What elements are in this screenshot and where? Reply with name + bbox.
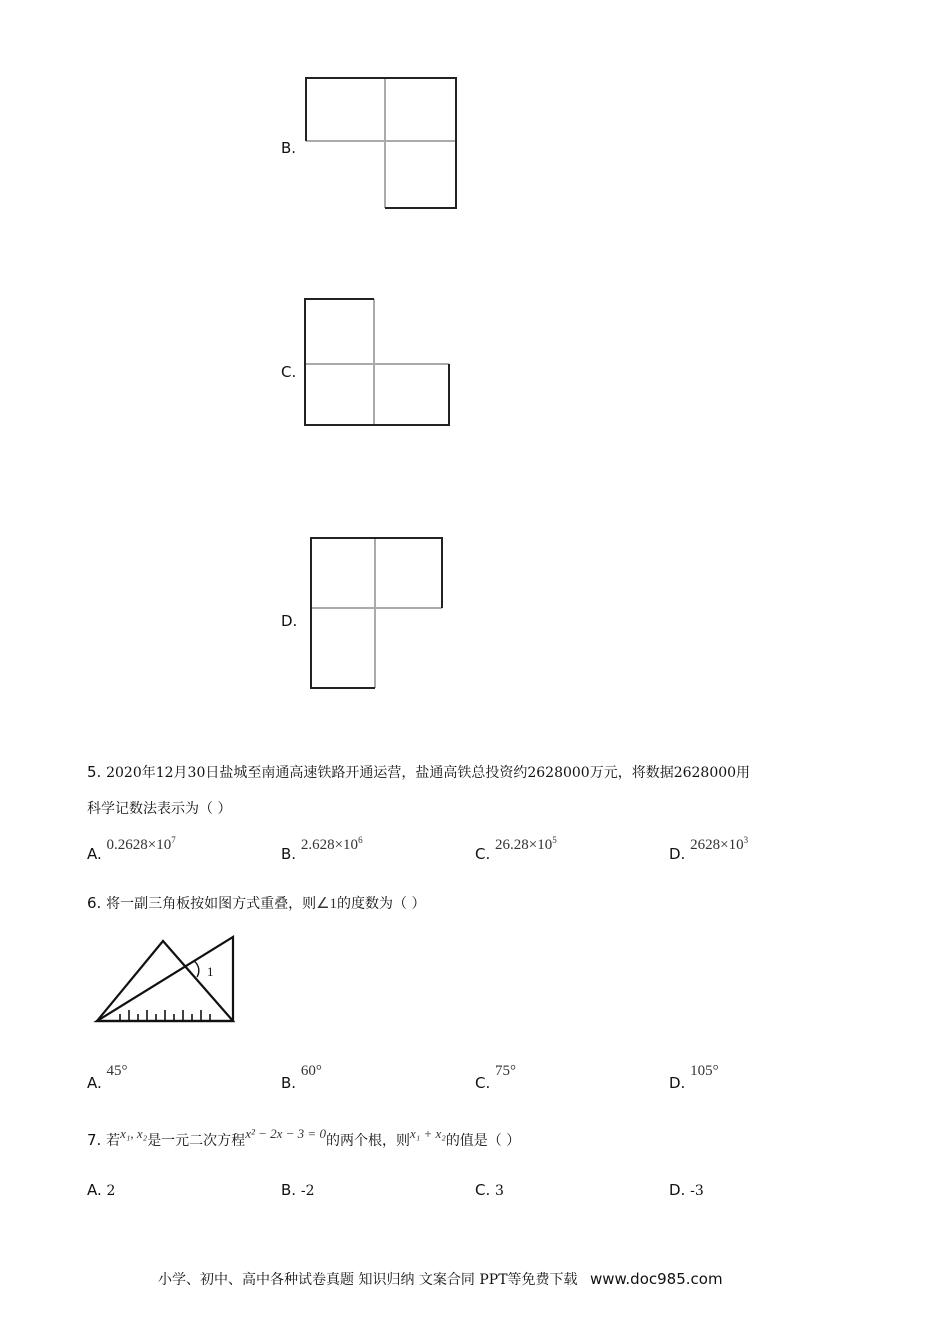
question-6 (87, 893, 426, 914)
q7-option-a-value: 2 (106, 1183, 116, 1199)
footer (158, 1269, 723, 1289)
footer-text: 小学、初中、高中各种试卷真题 知识归纳 文案合同 PPT等免费下载 (158, 1272, 578, 1288)
question-7-equation: x² − 2x − 3 = 0 (245, 1126, 326, 1141)
q5-option-b[interactable]: B. $2.628\times 10^6$ (281, 835, 363, 863)
option-c-net-figure (300, 293, 460, 433)
q6-option-a-value: 45° (106, 1063, 128, 1079)
question-6-text-after: 的度数为（ ） (337, 896, 426, 912)
q7-option-d[interactable]: D. -3 (669, 1181, 704, 1199)
q5-option-c[interactable]: C. $26.28\times 10^5$ (475, 835, 557, 863)
q5-option-b-value: $2.628\times 10^6$ (300, 835, 363, 853)
q7-option-b[interactable]: B. -2 (281, 1181, 315, 1199)
option-b-label: B. (281, 139, 297, 157)
question-5-line1: 2020年12月30日盐城至南通高速铁路开通运营，盐通高铁总投资约2628000万元，将数据2628000用 (106, 765, 751, 781)
question-5-number: 5. (87, 763, 102, 781)
footer-url[interactable]: www.doc985.com (589, 1270, 723, 1288)
q5-option-d-value: $2628\times 10^3$ (690, 835, 749, 853)
q5-option-c-value: $26.28\times 10^5$ (495, 835, 557, 853)
q7-option-c-value: 3 (495, 1183, 504, 1199)
triangle-set-figure (90, 930, 245, 1030)
question-7-number: 7. (87, 1131, 102, 1149)
q7-option-b-value: -2 (300, 1183, 315, 1199)
question-5-line2-row (87, 798, 231, 819)
question-7-sum: x₁ + x₂ (409, 1126, 446, 1141)
q6-option-c-value: 75° (495, 1063, 517, 1079)
q5-option-d[interactable]: D. $2628\times 10^3$ (669, 835, 749, 863)
q5-option-a-value: $0.2628\times 10^7$ (106, 835, 176, 853)
q5-option-a[interactable]: A. $0.2628\times 10^7$ (87, 835, 176, 863)
question-6-number: 6. (87, 894, 102, 912)
q7-option-c[interactable]: C. 3 (475, 1181, 504, 1199)
option-d-label: D. (281, 612, 298, 630)
question-6-text-before: 将一副三角板按如图方式重叠，则 (106, 896, 317, 912)
option-b-net-figure (300, 70, 465, 215)
q6-option-d[interactable]: D. 105° (669, 1063, 719, 1092)
q6-option-c[interactable]: C. 75° (475, 1063, 517, 1092)
option-c-label: C. (281, 363, 297, 381)
question-7: 7. 若x₁, x₂是一元二次方程x² − 2x − 3 = 0的两个根，则x₁ + x₂的值是（ ） (87, 1126, 521, 1149)
option-d-net-figure (305, 533, 450, 693)
question-6-angle: ∠1 (316, 896, 338, 912)
q7-option-d-value: -3 (690, 1183, 704, 1199)
question-5 (87, 762, 750, 783)
question-5-line2: 科学记数法表示为（ ） (87, 801, 232, 817)
q6-option-b-value: 60° (300, 1063, 322, 1079)
q6-option-b[interactable]: B. 60° (281, 1063, 322, 1092)
q6-option-a[interactable]: A. 45° (87, 1063, 128, 1092)
question-7-roots: x₁, x₂ (120, 1126, 148, 1141)
q7-option-a[interactable]: A. 2 (87, 1181, 116, 1199)
figure-angle-label: 1 (207, 964, 214, 979)
q6-option-d-value: 105° (690, 1063, 719, 1079)
